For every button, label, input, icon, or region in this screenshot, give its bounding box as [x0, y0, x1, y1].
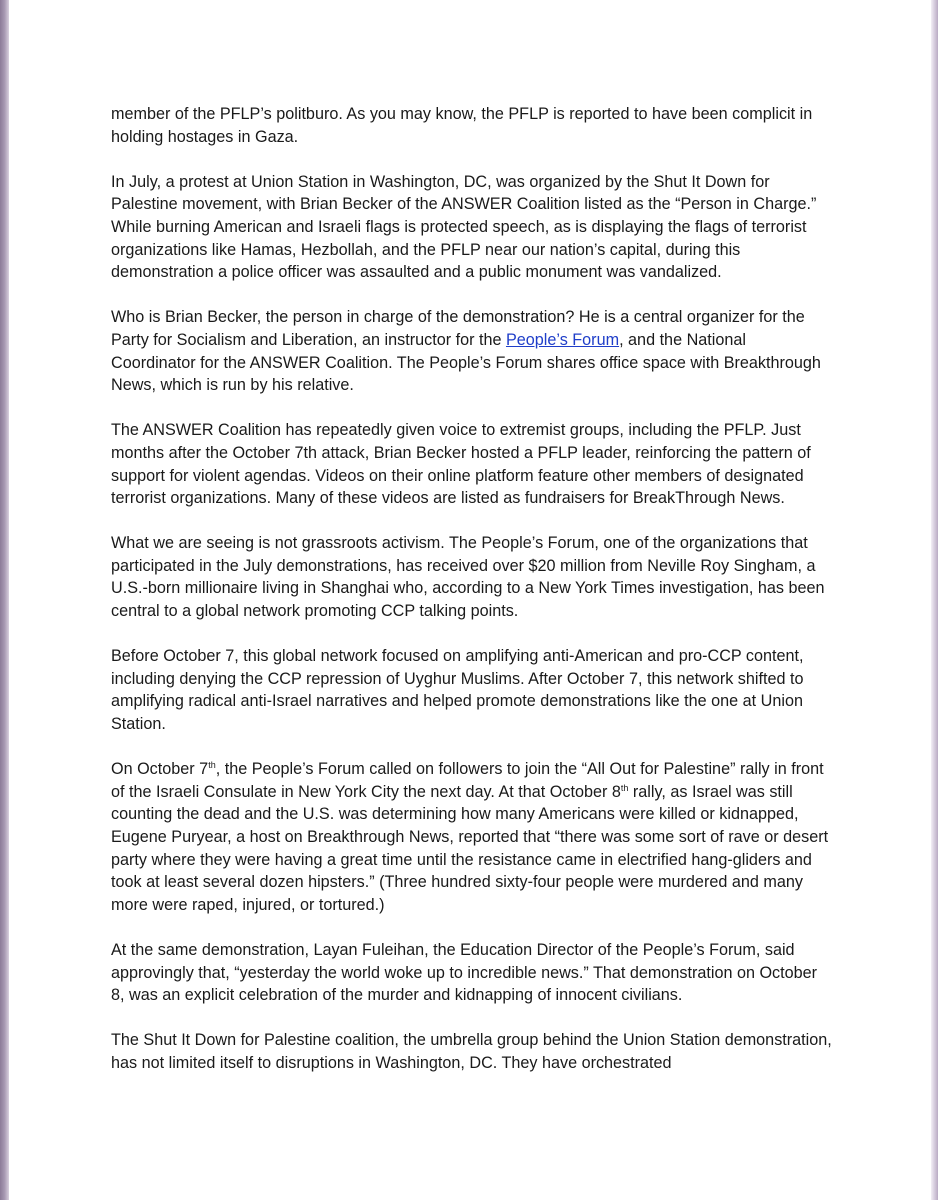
paragraph-7-part-b: , the People’s Forum called on followers to join the “All Out for Palestine” rally in front of the Israeli Consulate in New York City the next day. At that October 8 — [111, 760, 824, 801]
paragraph-7 — [111, 758, 835, 916]
paragraph-3-before: Who is Brian Becker, the person in charge of the demonstration? He is a central organizer for the Party for Socialism and Liberation, an instructor for the — [111, 308, 805, 349]
paragraph-9: The Shut It Down for Palestine coalition, the umbrella group behind the Union Station demonstration, has not limited itself to disruptions in Washington, DC. They have orchestrated — [111, 1031, 832, 1072]
document-page — [111, 103, 835, 1097]
paragraph-7-part-c: rally, as Israel was still counting the dead and the U.S. was determining how many Americans were killed or kidnapped, Eugene Puryear, a host on Breakthrough News, reported that “there was some sort of rave or desert party where they were having a great time until the resistance came in electrified hang-gliders and took at least several dozen hipsters.” (Three hundred sixty-four people were murdered and many more were raped, injured, or tortured.) — [111, 782, 829, 914]
superscript-th-1: th — [208, 760, 216, 771]
paragraph-6: Before October 7, this global network focused on amplifying anti-American and pro-CCP content, including denying the CCP repression of Uyghur Muslims. After October 7, this network shifted to amplifying radical anti-Israel narratives and helped promote demonstrations like the one at Union Station. — [111, 647, 804, 734]
paragraph-1: member of the PFLP’s politburo. As you may know, the PFLP is reported to have been complicit in holding hostages in Gaza. — [111, 105, 813, 146]
left-frame-border — [0, 0, 9, 1200]
paragraph-2: In July, a protest at Union Station in Washington, DC, was organized by the Shut It Down for Palestine movement, with Brian Becker of the ANSWER Coalition listed as the “Person in Charge.” While burning American and Israeli flags is protected speech, as is displaying the flags of terrorist organizations like Hamas, Hezbollah, and the PFLP near our nation’s capital, during this demonstration a police officer was assaulted and a public monument was vandalized. — [111, 172, 817, 282]
paragraph-3 — [111, 306, 835, 396]
superscript-th-2: th — [620, 782, 629, 793]
paragraph-8: At the same demonstration, Layan Fuleihan, the Education Director of the People’s Forum, said approvingly that, “yesterday the world woke up to incredible news.” That demonstration on October 8, was an explicit celebration of the murder and kidnapping of innocent civilians. — [111, 940, 818, 1005]
right-frame-border — [931, 0, 938, 1200]
paragraph-5: What we are seeing is not grassroots activism. The People’s Forum, one of the organizations that participated in the July demonstrations, has received over $20 million from Neville Roy Singham, a U.S.-born millionaire living in Shanghai who, according to a New York Times investigation, has been central to a global network promoting CCP talking points. — [111, 534, 825, 621]
paragraph-4: The ANSWER Coalition has repeatedly given voice to extremist groups, including the PFLP. Just months after the October 7th attack, Brian Becker hosted a PFLP leader, reinforcing the pattern of support for violent agendas. Videos on their online platform feature other members of designated terrorist organizations. Many of these videos are listed as fundraisers for BreakThrough News. — [111, 421, 811, 508]
peoples-forum-link[interactable]: People’s Forum — [505, 330, 620, 349]
paragraph-3-after: , and the National Coordinator for the ANSWER Coalition. The People’s Forum shares office space with Breakthrough News, which is run by his relative. — [111, 330, 821, 395]
paragraph-7-part-a: On October 7 — [111, 760, 209, 779]
